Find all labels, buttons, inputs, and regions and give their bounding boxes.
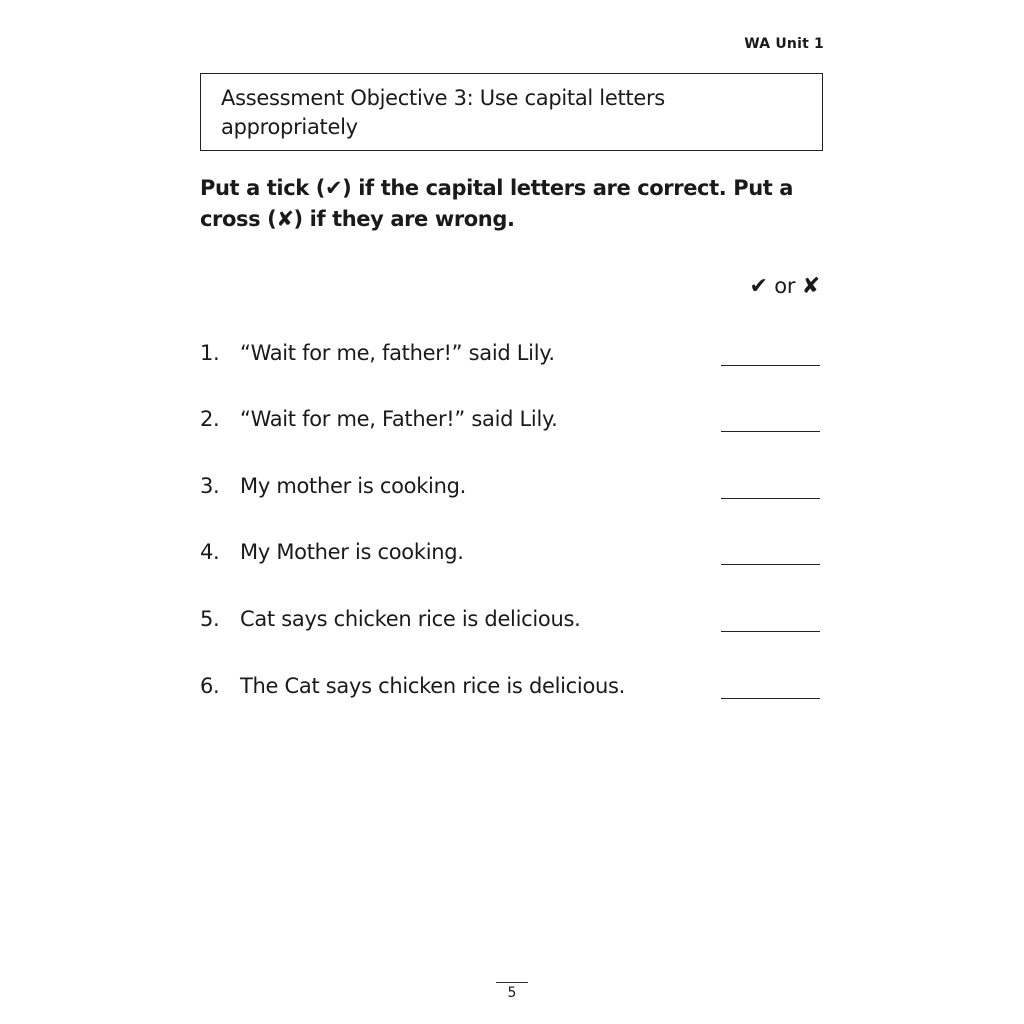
question-text: My Mother is cooking. xyxy=(240,540,464,564)
tick-icon: ✔ xyxy=(749,274,768,299)
cross-icon: ✘ xyxy=(276,207,294,231)
answer-blank[interactable] xyxy=(721,564,820,565)
question-number: 1. xyxy=(200,341,220,365)
question-number: 3. xyxy=(200,474,220,498)
question-row xyxy=(200,407,820,437)
question-row xyxy=(200,607,820,637)
instruction-part-2: ) if the capital letters are correct. Put a cross ( xyxy=(200,176,794,231)
footer-rule xyxy=(496,982,528,983)
unit-label: WA Unit 1 xyxy=(744,36,824,52)
question-row xyxy=(200,540,820,570)
question-text: “Wait for me, Father!” said Lily. xyxy=(240,407,558,431)
question-row xyxy=(200,341,820,371)
question-number: 4. xyxy=(200,540,220,564)
question-text: My mother is cooking. xyxy=(240,474,467,498)
instruction-text xyxy=(200,173,840,235)
cross-icon: ✘ xyxy=(801,274,820,299)
question-text: Cat says chicken rice is delicious. xyxy=(240,607,581,631)
question-row xyxy=(200,474,820,504)
tick-icon: ✔ xyxy=(324,176,343,200)
answer-blank[interactable] xyxy=(721,498,820,499)
answer-blank[interactable] xyxy=(721,698,820,699)
answer-blank[interactable] xyxy=(721,431,820,432)
objective-box xyxy=(200,73,823,151)
question-text: The Cat says chicken rice is delicious. xyxy=(240,674,626,698)
question-row xyxy=(200,674,820,704)
answer-blank[interactable] xyxy=(721,365,820,366)
answer-heading xyxy=(749,274,820,299)
answer-blank[interactable] xyxy=(721,631,820,632)
question-number: 2. xyxy=(200,407,220,431)
page-number: 5 xyxy=(507,985,517,1001)
question-number: 6. xyxy=(200,674,220,698)
instruction-part-3: ) if they are wrong. xyxy=(293,207,515,231)
question-number: 5. xyxy=(200,607,220,631)
instruction-part-1: Put a tick ( xyxy=(200,176,325,200)
question-text: “Wait for me, father!” said Lily. xyxy=(240,341,555,365)
answer-heading-or: or xyxy=(774,274,796,298)
objective-line-1: Assessment Objective 3: Use capital letters xyxy=(221,86,665,110)
objective-line-2: appropriately xyxy=(221,115,358,139)
